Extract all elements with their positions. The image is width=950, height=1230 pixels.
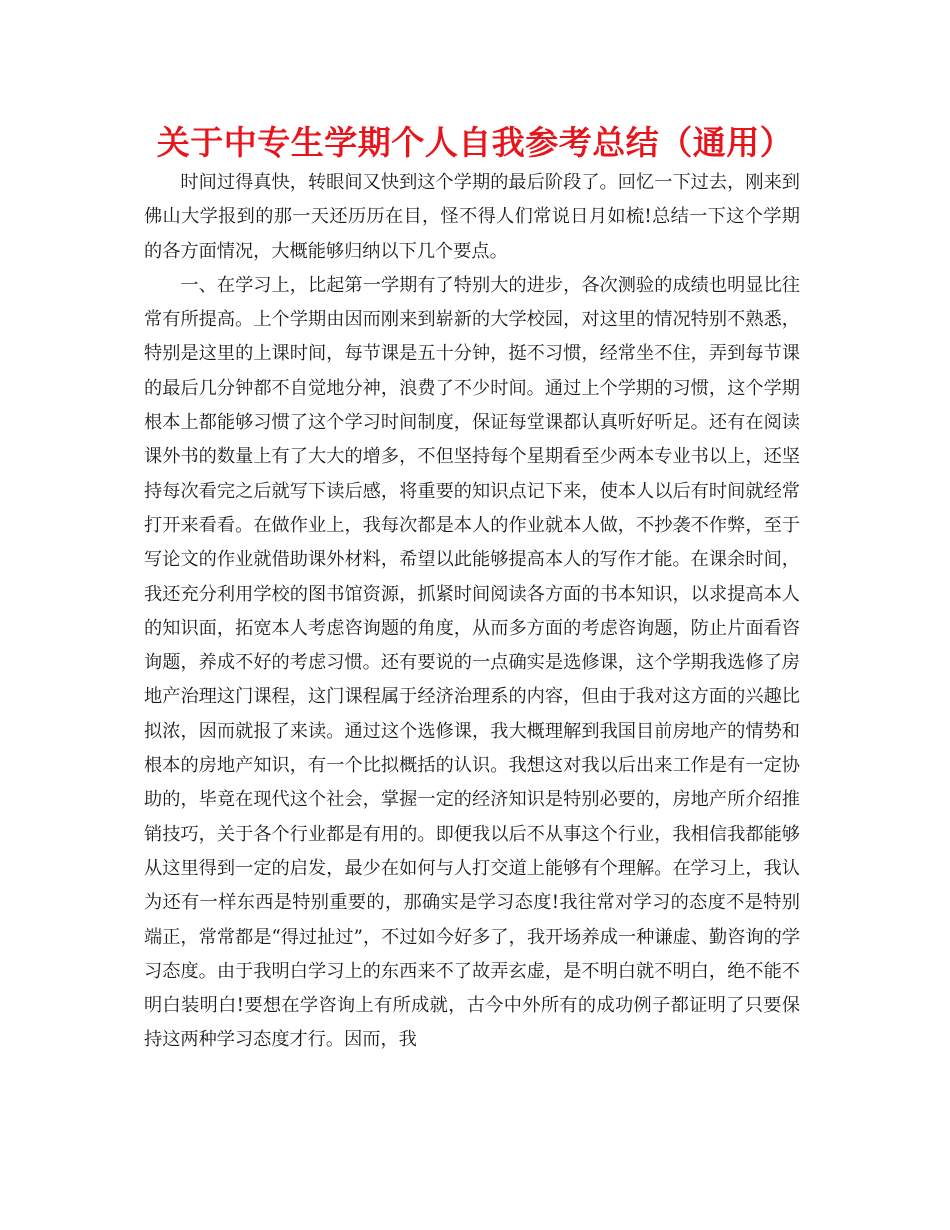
document-body [144,166,800,1058]
paragraph-study: 一、在学习上，比起第一学期有了特别大的进步，各次测验的成绩也明显比往常有所提高。上个学期由因而刚来到崭新的大学校园，对这里的情况特别不熟悉，特别是这里的上课时间，每节课是五十分钟，挺不习惯，经常坐不住，弄到每节课的最后几分钟都不自觉地分神，浪费了不少时间。通过上个学期的习惯，这个学期根本上都能够习惯了这个学习时间制度，保证每堂课都认真听好听足。还有在阅读课外书的数量上有了大大的增多，不但坚持每个星期看至少两本专业书以上，还坚持每次看完之后就写下读后感，将重要的知识点记下来，使本人以后有时间就经常打开来看看。在做作业上，我每次都是本人的作业就本人做，不抄袭不作弊，至于写论文的作业就借助课外材料，希望以此能够提高本人的写作才能。在课余时间，我还充分利用学校的图书馆资源，抓紧时间阅读各方面的书本知识，以求提高本人的知识面，拓宽本人考虑咨询题的角度，从而多方面的考虑咨询题，防止片面看咨询题，养成不好的考虑习惯。还有要说的一点确实是选修课，这个学期我选修了房地产治理这门课程，这门课程属于经济治理系的内容，但由于我对这方面的兴趣比拟浓，因而就报了来读。通过这个选修课，我大概理解到我国目前房地产的情势和根本的房地产知识，有一个比拟概括的认识。我想这对我以后出来工作是有一定协助的，毕竟在现代这个社会，掌握一定的经济知识是特别必要的，房地产所介绍推销技巧，关于各个行业都是有用的。即便我以后不从事这个行业，我相信我都能够从这里得到一定的启发，最少在如何与人打交道上能够有个理解。在学习上，我认为还有一样东西是特别重要的，那确实是学习态度!我往常对学习的态度不是特别端正，常常都是“得过扯过”，不过如今好多了，我开场养成一种谦虚、勤咨询的学习态度。由于我明白学习上的东西来不了故弄玄虚，是不明白就不明白，绝不能不明白装明白!要想在学咨询上有所成就，古今中外所有的成功例子都证明了只要保持这两种学习态度才行。因而，我 [144,274,800,1051]
paragraph-intro: 时间过得真快，转眼间又快到这个学期的最后阶段了。回忆一下过去，刚来到佛山大学报到的那一天还历历在目，怪不得人们常说日月如梳!总结一下这个学期的各方面情况，大概能够归纳以下几个要点。 [144,172,800,262]
document-title: 关于中专生学期个人自我参考总结（通用） [156,123,794,162]
